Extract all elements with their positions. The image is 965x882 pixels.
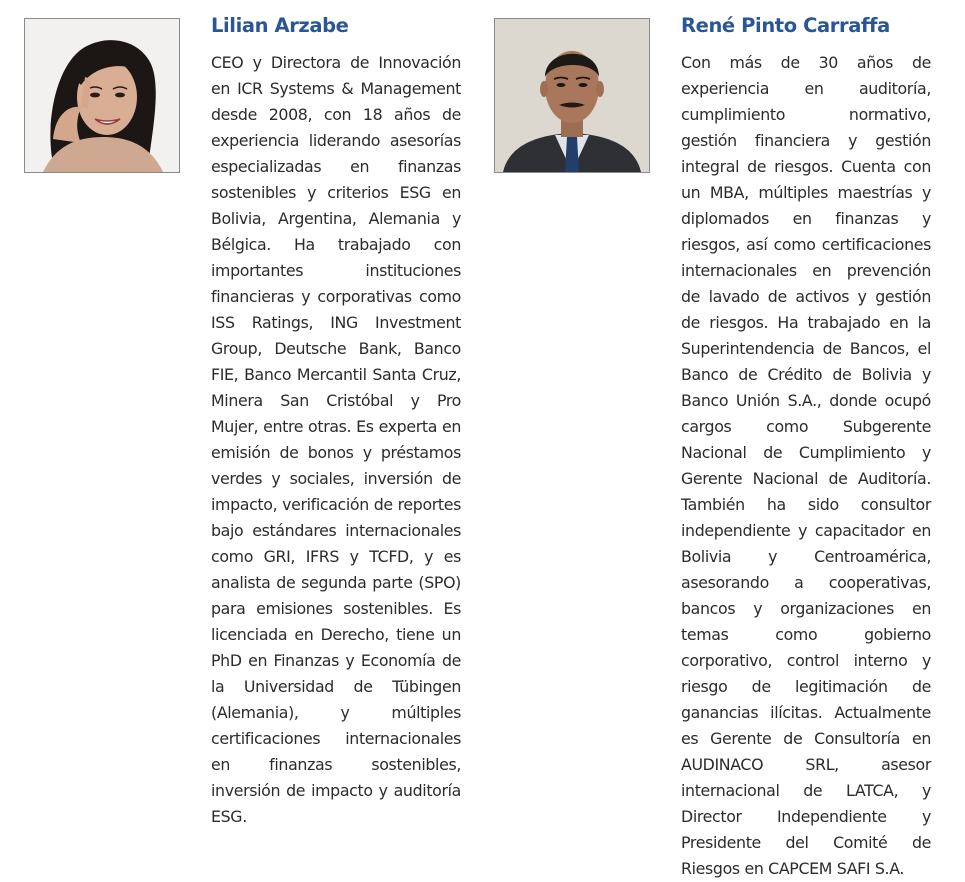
profile-name: René Pinto Carraffa [681, 14, 890, 37]
profile-name: Lilian Arzabe [211, 14, 349, 37]
profile-bio: CEO y Directora de Innovación en ICR Systems & Management desde 2008, con 18 años de experiencia liderando asesorías especializadas en finanzas sostenibles y criterios ESG en Bolivia, Argentina, Alemania y Bélgica. Ha trabajado con importantes instituciones financieras y corporativas como ISS Ratings, ING Investment Group, Deutsche Bank, Banco FIE, Banco Mercantil Santa Cruz, Minera San Cristóbal y Pro Mujer, entre otras. Es experta en emisión de bonos y préstamos verdes y sociales, inversión de impacto, verificación de reportes bajo estándares internacionales como GRI, IFRS y TCFD, y es analista de segunda parte (SPO) para emisiones sostenibles. Es licenciada en Derecho, tiene un PhD en Finanzas y Economía de la Universidad de Tübingen (Alemania), y múltiples certificaciones internacionales en finanzas sostenibles, inversión de impacto y auditoría ESG. [211, 53, 461, 826]
profile-photo-lilian [24, 18, 180, 173]
profile-bio: Con más de 30 años de experiencia en auditoría, cumplimiento normativo, gestión financiera y gestión integral de riesgos. Cuenta con un MBA, múltiples maestrías y diplomados en finanzas y riesgos, así como certificaciones internacionales en prevención de lavado de activos y gestión de riesgos. Ha trabajado en la Superintendencia de Bancos, el Banco de Crédito de Bolivia y Banco Unión S.A., donde ocupó cargos como Subgerente Nacional de Cumplimiento y Gerente Nacional de Auditoría. También ha sido consultor independiente y capacitador en Bolivia y Centroamérica, asesorando a cooperativas, bancos y organizaciones en temas como gobierno corporativo, control interno y riesgo de legitimación de ganancias ilícitas. Actualmente es Gerente de Consultoría en AUDINACO SRL, asesor internacional de LATCA, y Director Independiente y Presidente del Comité de Riesgos en CAPCEM SAFI S.A. [681, 53, 931, 878]
profile-photo-rene [494, 18, 650, 173]
